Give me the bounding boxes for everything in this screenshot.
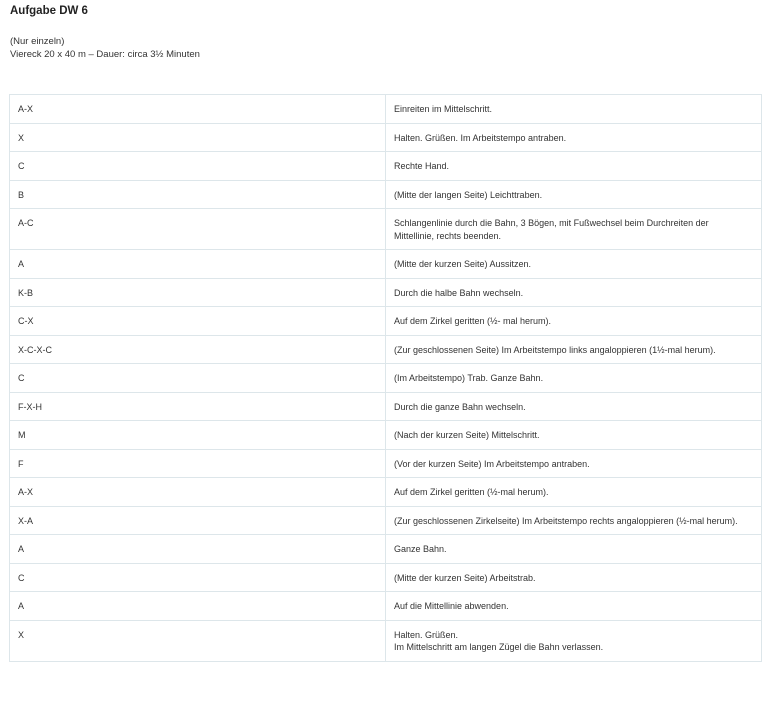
- row-description: (Zur geschlossenen Seite) Im Arbeitstempo links angaloppieren (1½-mal herum).: [386, 335, 762, 364]
- table-row: [10, 123, 762, 152]
- row-description: Durch die ganze Bahn wechseln.: [386, 392, 762, 421]
- row-description-line-2: Im Mittelschritt am langen Zügel die Bahn verlassen.: [394, 642, 604, 652]
- table-row: [10, 209, 762, 250]
- row-position: A-C: [10, 209, 386, 250]
- table-row: [10, 95, 762, 124]
- row-position: B: [10, 180, 386, 209]
- row-description: (Mitte der kurzen Seite) Arbeitstrab.: [386, 563, 762, 592]
- row-position: X-A: [10, 506, 386, 535]
- row-position: K-B: [10, 278, 386, 307]
- row-position: A-X: [10, 95, 386, 124]
- row-description: Halten. Grüßen. Im Arbeitstempo antraben.: [386, 123, 762, 152]
- row-position: C: [10, 364, 386, 393]
- row-description: (Nach der kurzen Seite) Mittelschritt.: [386, 421, 762, 450]
- row-description: Auf die Mittellinie abwenden.: [386, 592, 762, 621]
- row-position: A-X: [10, 478, 386, 507]
- task-arena: Viereck 20 x 40 m – Dauer: circa 3½ Minuten: [10, 49, 200, 60]
- table-row: [10, 592, 762, 621]
- table-row: [10, 421, 762, 450]
- row-description: (Mitte der langen Seite) Leichttraben.: [386, 180, 762, 209]
- row-position: F: [10, 449, 386, 478]
- row-description: (Im Arbeitstempo) Trab. Ganze Bahn.: [386, 364, 762, 393]
- task-note: (Nur einzeln): [10, 36, 65, 47]
- row-position: C-X: [10, 307, 386, 336]
- row-description: Ganze Bahn.: [386, 535, 762, 564]
- table-row: [10, 449, 762, 478]
- row-description: (Mitte der kurzen Seite) Aussitzen.: [386, 250, 762, 279]
- row-description: Auf dem Zirkel geritten (½-mal herum).: [386, 478, 762, 507]
- table-row: [10, 478, 762, 507]
- table-row: [10, 364, 762, 393]
- row-position: F-X-H: [10, 392, 386, 421]
- table-row: [10, 620, 762, 661]
- row-description: (Vor der kurzen Seite) Im Arbeitstempo antraben.: [386, 449, 762, 478]
- row-position: C: [10, 563, 386, 592]
- row-description-line-1: Halten. Grüßen.: [394, 629, 459, 640]
- row-description: Einreiten im Mittelschritt.: [386, 95, 762, 124]
- row-description: Rechte Hand.: [386, 152, 762, 181]
- row-description: Schlangenlinie durch die Bahn, 3 Bögen, mit Fußwechsel beim Durchreiten der Mittellinie, rechts beenden.: [386, 209, 762, 250]
- row-position: X-C-X-C: [10, 335, 386, 364]
- table-row: [10, 563, 762, 592]
- row-position: X: [10, 123, 386, 152]
- table-row: [10, 335, 762, 364]
- table-row: [10, 278, 762, 307]
- row-position: X: [10, 620, 386, 661]
- row-position: M: [10, 421, 386, 450]
- row-position: A: [10, 535, 386, 564]
- table-row: [10, 250, 762, 279]
- table-row: [10, 307, 762, 336]
- table-row: [10, 535, 762, 564]
- row-description: [386, 620, 762, 661]
- page-title: Aufgabe DW 6: [10, 5, 88, 17]
- table-row: [10, 180, 762, 209]
- row-description: Auf dem Zirkel geritten (½- mal herum).: [386, 307, 762, 336]
- task-meta: [10, 35, 200, 61]
- dressage-program-table: [9, 94, 762, 662]
- row-position: A: [10, 592, 386, 621]
- row-description: Durch die halbe Bahn wechseln.: [386, 278, 762, 307]
- table-row: [10, 506, 762, 535]
- row-position: C: [10, 152, 386, 181]
- table-row: [10, 152, 762, 181]
- row-description: (Zur geschlossenen Zirkelseite) Im Arbeitstempo rechts angaloppieren (½-mal herum).: [386, 506, 762, 535]
- row-position: A: [10, 250, 386, 279]
- table-row: [10, 392, 762, 421]
